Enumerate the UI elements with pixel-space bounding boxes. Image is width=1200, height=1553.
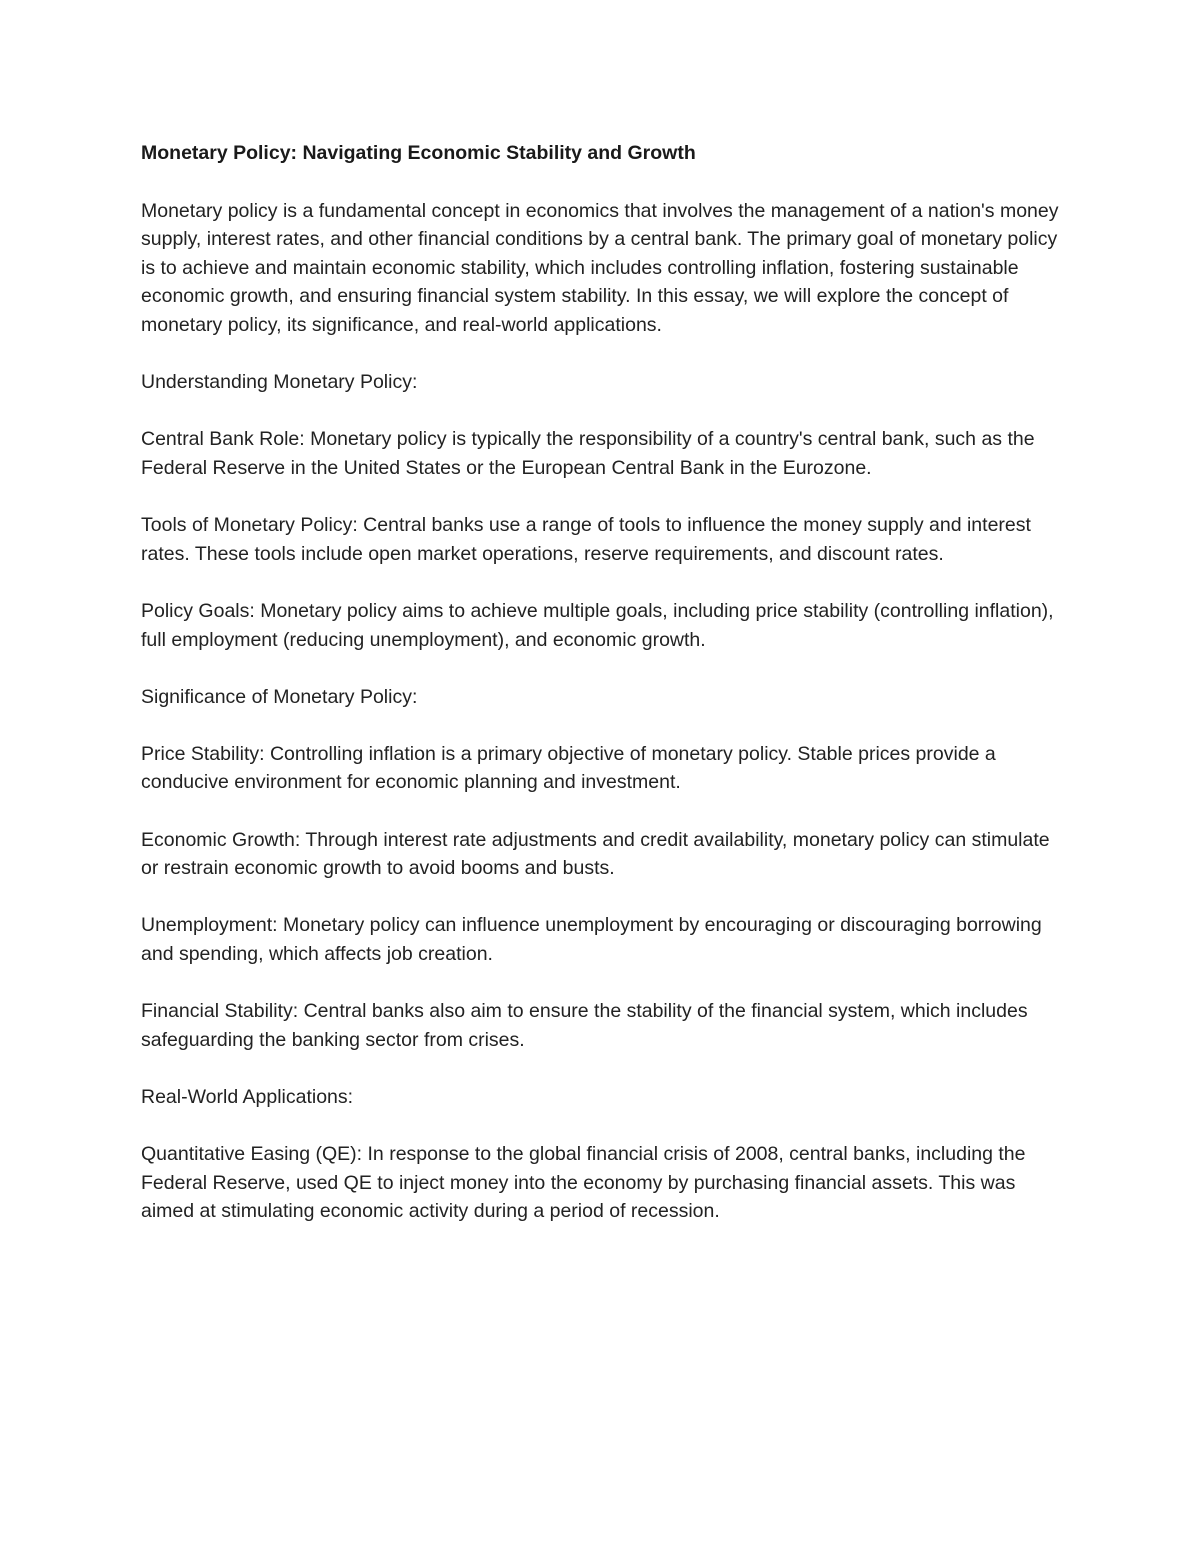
section-heading-understanding: Understanding Monetary Policy: bbox=[141, 371, 418, 394]
paragraph-financial-stability: Financial Stability: Central banks also aim to ensure the stability of the financial system, which includes safeguarding the banking sector from crises. bbox=[141, 1000, 1028, 1051]
section-heading-real-world: Real-World Applications: bbox=[141, 1086, 354, 1108]
paragraph-policy-goals: Policy Goals: Monetary policy aims to achieve multiple goals, including price stability (controlling inflation), full employment (reducing unemployment), and economic growth. bbox=[141, 599, 1054, 651]
section-heading-significance: Significance of Monetary Policy: bbox=[141, 685, 418, 708]
paragraph-price-stability: Price Stability: Controlling inflation is a primary objective of monetary policy. Stable prices provide a conducive environment for economic planning and investment. bbox=[141, 742, 996, 794]
paragraph-economic-growth: Economic Growth: Through interest rate adjustments and credit availability, monetary policy can stimulate or restrain economic growth to avoid booms and busts. bbox=[141, 828, 1050, 880]
paragraph-tools-of-monetary-policy: Tools of Monetary Policy: Central banks use a range of tools to influence the money supply and interest rates. These tools include open market operations, reserve requirements, and discount rates. bbox=[141, 514, 1031, 565]
document-body bbox=[141, 139, 1071, 1255]
paragraph-central-bank-role: Central Bank Role: Monetary policy is typically the responsibility of a country's central bank, such as the Federal Reserve in the United States or the European Central Bank in the Eurozone. bbox=[141, 428, 1035, 479]
paragraph-quantitative-easing: Quantitative Easing (QE): In response to the global financial crisis of 2008, central banks, including the Federal Reserve, used QE to inject money into the economy by purchasing financial assets. This was aimed at stimulating economic activity during a period of recession. bbox=[141, 1143, 1026, 1223]
paragraph-unemployment: Unemployment: Monetary policy can influence unemployment by encouraging or discouraging borrowing and spending, which affects job creation. bbox=[141, 914, 1042, 966]
intro-paragraph: Monetary policy is a fundamental concept in economics that involves the management of a nation's money supply, interest rates, and other financial conditions by a central bank. The primary goal of monetary policy is to achieve and maintain economic stability, which includes controlling inflation, fostering sustainable economic growth, and ensuring financial system stability. In this essay, we will explore the concept of monetary policy, its significance, and real-world applications. bbox=[141, 199, 1059, 336]
document-title: Monetary Policy: Navigating Economic Stability and Growth bbox=[141, 142, 696, 164]
